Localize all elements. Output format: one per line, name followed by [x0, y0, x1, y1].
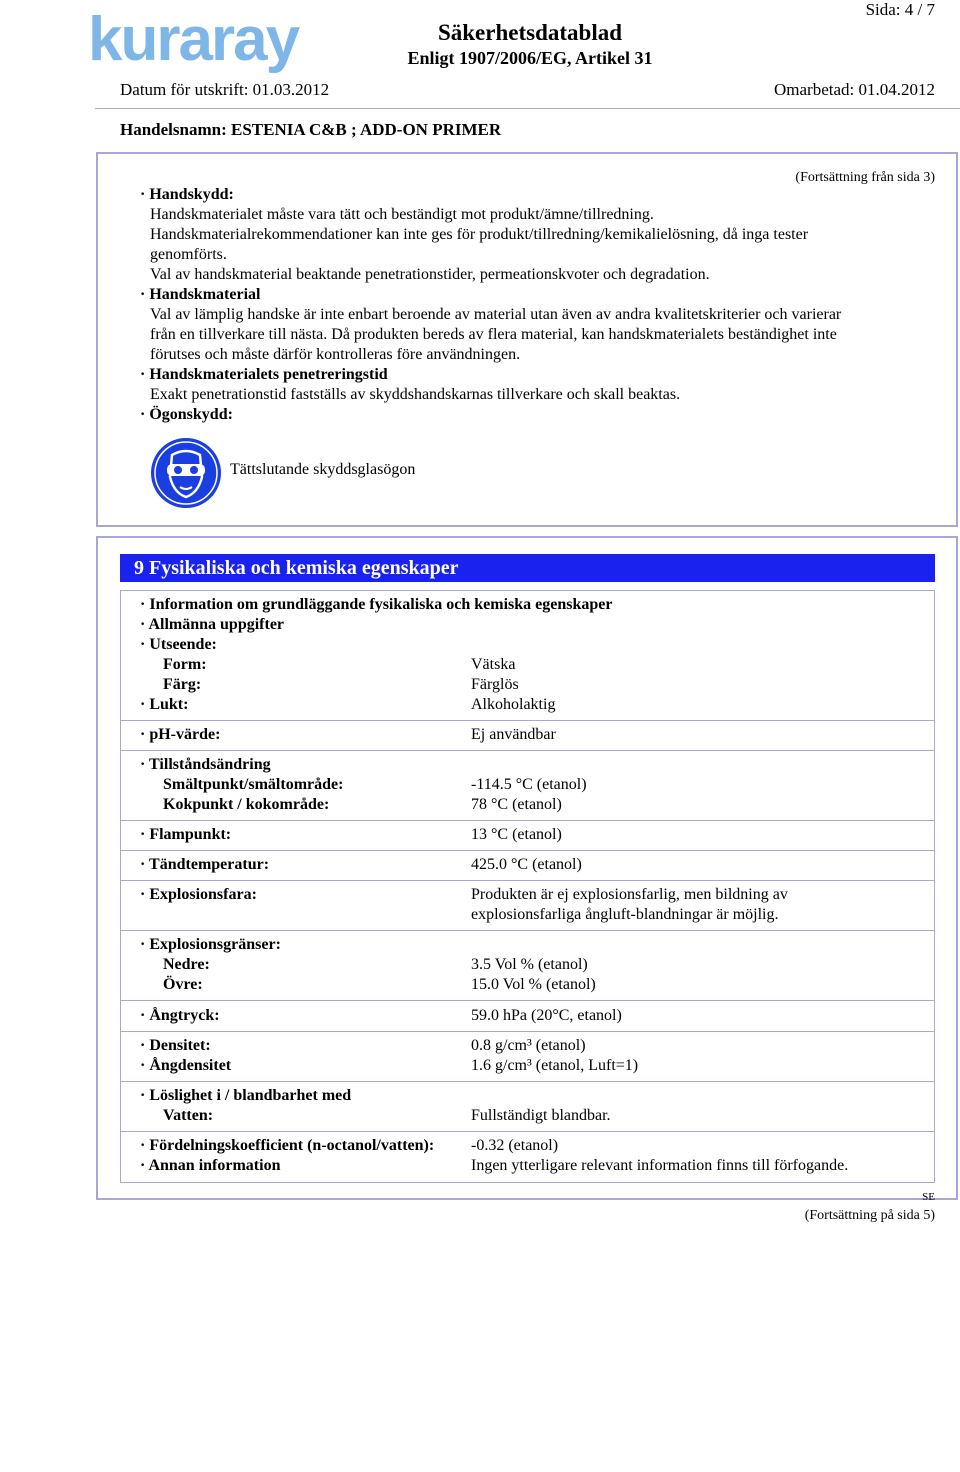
appearance-label: · Utseende:: [140, 636, 217, 653]
upper-limit-label: Övre:: [163, 976, 203, 993]
vapor-pressure-value: 59.0 hPa (20°C, etanol): [471, 1007, 622, 1024]
state-change-label: · Tillståndsändring: [140, 756, 271, 773]
hand-line-2: Handskmaterialrekommendationer kan inte ges för produkt/tillredning/kemikalielösning, då inga tester: [150, 226, 809, 243]
form-label: Form:: [163, 656, 207, 673]
density-label: · Densitet:: [140, 1037, 211, 1054]
glove-material-label: · Handskmaterial: [140, 286, 261, 303]
penetration-line: Exakt penetrationstid fastställs av skyddshandskarnas tillverkare och skall beaktas.: [150, 386, 681, 403]
lower-limit-label: Nedre:: [163, 956, 210, 973]
header-divider: [95, 108, 960, 109]
document-title: Säkerhetsdatablad: [437, 20, 623, 45]
boiling-label: Kokpunkt / kokområde:: [163, 796, 330, 813]
logo-text: kuraray: [88, 8, 299, 74]
material-line-1: Val av lämplig handske är inte enbart beroende av material utan även av andra kvalitetskriterier och varierar: [150, 306, 842, 323]
hand-protection-label: · Handskydd:: [140, 186, 234, 203]
melting-label: Smältpunkt/smältområde:: [163, 776, 344, 793]
row-divider: [121, 1081, 934, 1082]
explosion-hazard-value-1: Produkten är ej explosionsfarlig, men bildning av: [471, 886, 788, 903]
penetration-label: · Handskmaterialets penetreringstid: [140, 366, 388, 383]
row-divider: [121, 1000, 934, 1001]
row-divider: [121, 1131, 934, 1132]
ph-label: · pH-värde:: [140, 726, 221, 743]
upper-limit-value: 15.0 Vol % (etanol): [471, 976, 596, 993]
form-value: Vätska: [471, 656, 516, 673]
ph-value: Ej användbar: [471, 726, 556, 743]
lower-limit-value: 3.5 Vol % (etanol): [471, 956, 588, 973]
eye-protection-label: · Ögonskydd:: [140, 406, 233, 423]
water-label: Vatten:: [163, 1107, 214, 1124]
continued-to: (Fortsättning på sida 5): [804, 1208, 935, 1223]
info-label: · Information om grundläggande fysikaliska och kemiska egenskaper: [140, 596, 613, 613]
boiling-value: 78 °C (etanol): [471, 796, 562, 813]
language-code: SE: [922, 1191, 935, 1203]
other-info-value: Ingen ytterligare relevant information finns till förfogande.: [471, 1157, 849, 1174]
ignition-label: · Tändtemperatur:: [140, 856, 270, 873]
row-divider: [121, 880, 934, 881]
kuraray-logo: [88, 8, 323, 76]
section9-heading: 9 Fysikaliska och kemiska egenskaper: [120, 554, 935, 582]
flashpoint-value: 13 °C (etanol): [471, 826, 562, 843]
vapor-pressure-label: · Ångtryck:: [140, 1007, 220, 1024]
row-divider: [121, 820, 934, 821]
solubility-label: · Löslighet i / blandbarhet med: [140, 1087, 352, 1104]
flashpoint-label: · Flampunkt:: [140, 826, 232, 843]
density-value: 0.8 g/cm³ (etanol): [471, 1037, 586, 1054]
row-divider: [121, 930, 934, 931]
explosion-hazard-value-2: explosionsfarliga ångluft-blandningar är möjlig.: [471, 906, 779, 923]
explosion-hazard-label: · Explosionsfara:: [140, 886, 257, 903]
material-line-2: från en tillverkare till nästa. Då produkten bereds av flera material, kan handskmaterialets beständighet inte: [150, 326, 837, 343]
color-label: Färg:: [163, 676, 202, 693]
page-number: Sida: 4 / 7: [865, 0, 935, 19]
continued-from: (Fortsättning från sida 3): [795, 170, 935, 185]
hand-line-1: Handskmaterialet måste vara tätt och beständigt mot produkt/ämne/tillredning.: [150, 206, 654, 223]
row-divider: [121, 1031, 934, 1032]
color-value: Färglös: [471, 676, 519, 693]
material-line-3: förutses och måste därför kontrolleras före användningen.: [150, 346, 521, 363]
hand-line-3: genomförts.: [150, 246, 227, 263]
trade-name: Handelsnamn: ESTENIA C&B ; ADD-ON PRIMER: [120, 120, 502, 139]
ignition-value: 425.0 °C (etanol): [471, 856, 582, 873]
row-divider: [121, 750, 934, 751]
print-date: Datum för utskrift: 01.03.2012: [120, 80, 330, 99]
vapor-density-label: · Ångdensitet: [140, 1057, 232, 1074]
melting-value: -114.5 °C (etanol): [471, 776, 587, 793]
odor-label: · Lukt:: [140, 696, 189, 713]
general-label: · Allmänna uppgifter: [140, 616, 285, 633]
water-value: Fullständigt blandbar.: [471, 1107, 611, 1124]
other-info-label: · Annan information: [140, 1157, 281, 1174]
partition-coefficient-label: · Fördelningskoefficient (n-octanol/vatten):: [140, 1137, 435, 1154]
vapor-density-value: 1.6 g/cm³ (etanol, Luft=1): [471, 1057, 639, 1074]
document-subtitle: Enligt 1907/2006/EG, Artikel 31: [407, 48, 653, 68]
revision-date: Omarbetad: 01.04.2012: [774, 80, 935, 99]
safety-goggles-icon: [150, 437, 222, 509]
hand-line-4: Val av handskmaterial beaktande penetrationstider, permeationskvoter och degradation.: [150, 266, 710, 283]
eye-protection-text: Tättslutande skyddsglasögon: [230, 461, 416, 478]
row-divider: [121, 720, 934, 721]
row-divider: [121, 850, 934, 851]
odor-value: Alkoholaktig: [471, 696, 556, 713]
partition-coefficient-value: -0.32 (etanol): [471, 1137, 559, 1154]
explosion-limits-label: · Explosionsgränser:: [140, 936, 281, 953]
